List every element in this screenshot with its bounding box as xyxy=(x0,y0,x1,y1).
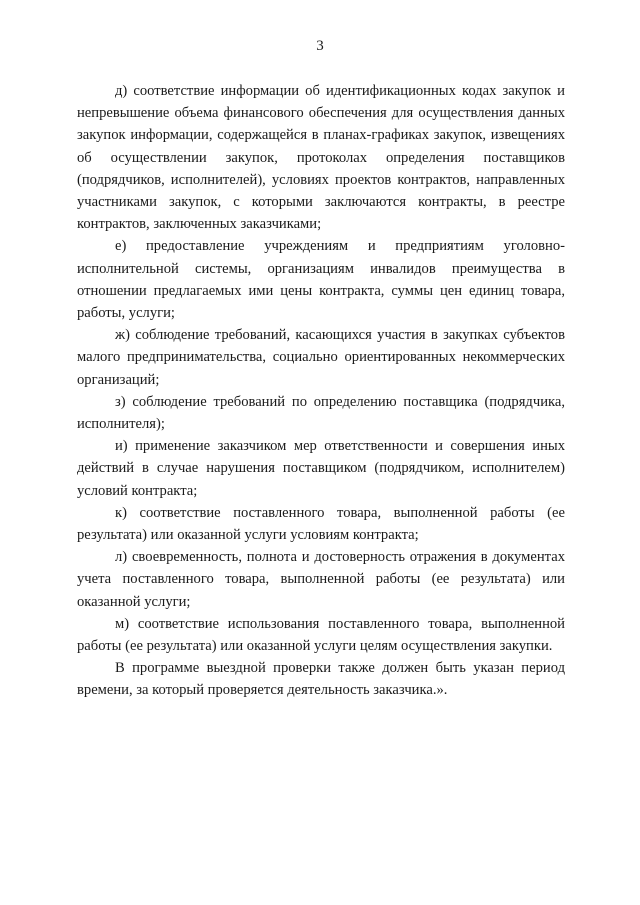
paragraph-z: з) соблюдение требований по определению поставщика (подрядчика, исполнителя); xyxy=(77,393,565,433)
page-number: 3 xyxy=(316,38,324,54)
paragraph-e: е) предоставление учреждениям и предприятиям уголовно-исполнительной системы, организациям инвалидов преимущества в отношении предлагаемых ими цены контракта, суммы цен единиц товара, работы, услуги; xyxy=(77,238,565,322)
paragraph-zh: ж) соблюдение требований, касающихся участия в закупках субъектов малого предпринимательства, социально ориентированных некоммерческих организаций; xyxy=(77,327,565,388)
paragraph-k: к) соответствие поставленного товара, выполненной работы (ее результата) или оказанной услуги условиям контракта; xyxy=(77,504,565,544)
document-body xyxy=(77,80,565,702)
paragraph-l: л) своевременность, полнота и достоверность отражения в документах учета поставленного товара, выполненной работы (ее результата) или оказанной услуги; xyxy=(77,549,565,610)
paragraph-m: м) соответствие использования поставленного товара, выполненной работы (ее результата) или оказанной услуги целям осуществления закупки. xyxy=(77,615,565,655)
paragraph-d: д) соответствие информации об идентификационных кодах закупок и непревышение объема финансового обеспечения для осуществления данных закупок информации, содержащейся в планах-графиках закупок, извещениях об осуществлении закупок, протоколах определения поставщиков (подрядчиков, исполнителей), условиях проектов контрактов, направленных участниками закупок, с которыми заключаются контракты, в реестре контрактов, заключенных заказчиками; xyxy=(77,83,565,233)
paragraph-closing: В программе выездной проверки также должен быть указан период времени, за который проверяется деятельность заказчика.». xyxy=(77,660,565,699)
paragraph-i: и) применение заказчиком мер ответственности и совершения иных действий в случае нарушения поставщиком (подрядчиком, исполнителем) условий контракта; xyxy=(77,438,565,499)
